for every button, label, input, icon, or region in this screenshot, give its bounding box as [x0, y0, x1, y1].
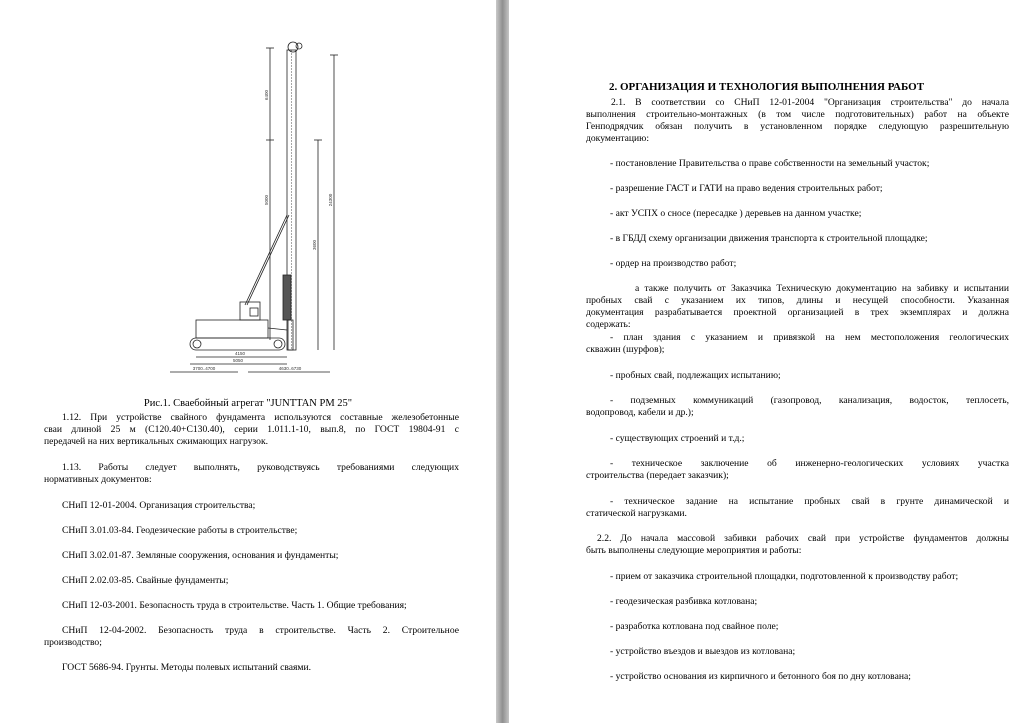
section-heading: 2. ОРГАНИЗАЦИЯ И ТЕХНОЛОГИЯ ВЫПОЛНЕНИЯ РАБОТ [608, 81, 925, 93]
left-page [0, 0, 496, 723]
item-plan-line-2: скважин (шурфов); [586, 344, 665, 355]
dim-4630-6730: 4630..6730 [278, 366, 302, 371]
p113-line-1: 1.13. Работы следует выполнять, руководствуясь требованиями следующих [62, 462, 459, 473]
p22-line-2: быть выполнены следующие мероприятия и работы: [586, 545, 802, 556]
p-also-line-1: а также получить от Заказчика Техническую документацию на забивку и испытании [635, 283, 1009, 294]
right-page [509, 0, 1024, 723]
list2-item-5: - устройство основания из кирпичного и бетонного боя по дну котлована; [610, 671, 911, 682]
list1-item-5: - ордер на производство работ; [610, 258, 737, 269]
item-tech-line-2: строительства (передает заказчик); [586, 470, 729, 481]
p112-line-1: 1.12. При устройстве свайного фундамента используются составные железобетонные [62, 412, 459, 423]
p-also-line-2: пробных свай с указанием их типов, длины и несущей способности. Указанная [586, 295, 1009, 306]
dim-5050: 5050 [232, 358, 244, 363]
item-zadanie-line-1: - техническое задание на испытание пробных свай в грунте динамической и [610, 496, 1009, 507]
item-zadanie-line-2: статической нагрузками. [586, 508, 687, 519]
list2-item-1: - прием от заказчика строительной площадки, подготовленной к производству работ; [610, 571, 959, 582]
dim-3700-4700: 3700..4700 [192, 366, 216, 371]
doc-snip-12-03-2001: СНиП 12-03-2001. Безопасность труда в строительстве. Часть 1. Общие требования; [62, 600, 407, 611]
p112-line-2: сваи длиной 25 м (С120.40+С130.40), серии 1.011.1-10, вып.8, по ГОСТ 19804-91 с [44, 424, 459, 435]
doc-snip-12-04-2002-line-1: СНиП 12-04-2002. Безопасность труда в строительстве. Часть 2. Строительное [62, 625, 459, 636]
doc-snip-2-02-03-85: СНиП 2.02.03-85. Свайные фундаменты; [62, 575, 229, 586]
pile-driver-figure [0, 0, 496, 382]
p112-line-3: передачей на них вертикальных сжимающих нагрузок. [44, 436, 269, 447]
p113-line-2: нормативных документов: [44, 474, 152, 485]
item-probnye: - пробных свай, подлежащих испытанию; [610, 370, 781, 381]
list1-item-1: - постановление Правительства о праве собственности на земельный участок; [610, 158, 930, 169]
figure-caption: Рис.1. Сваебойный агрегат "JUNTTAN PM 25" [143, 397, 353, 409]
list1-item-4: - в ГБДД схему организации движения транспорта к строительной площадке; [610, 233, 928, 244]
item-podzem-line-1: - подземных коммуникаций (газопровод, канализация, водосток, теплосеть, [610, 395, 1009, 406]
list1-item-3: - акт УСПХ о сносе (пересадке ) деревьев на данном участке; [610, 208, 862, 219]
doc-snip-12-04-2002-line-2: производство; [44, 637, 102, 648]
item-tech-line-1: - техническое заключение об инженерно-геологических условиях участка [610, 458, 1009, 469]
list2-item-3: - разработка котлована под свайное поле; [610, 621, 779, 632]
list1-item-2: - разрешение ГАСТ и ГАТИ на право ведения строительных работ; [610, 183, 883, 194]
item-plan-line-1: - план здания с указанием и привязкой на нем местоположения геологических [610, 332, 1009, 343]
p21-line-3: Генподрядчик обязан получить в установленном порядке следующую разрешительную [586, 121, 1009, 132]
dim-24300: 24300 [328, 193, 333, 207]
p21-line-1: 2.1. В соответствии со СНиП 12-01-2004 "Организация строительства" до начала [611, 97, 1009, 108]
doc-snip-12-01-2004: СНиП 12-01-2004. Организация строительства; [62, 500, 256, 511]
list2-item-4: - устройство въездов и выездов из котлована; [610, 646, 796, 657]
p-also-line-3: документация разрабатывается проектной организацией в трех экземплярах и должна [586, 307, 1009, 318]
doc-snip-3-01-03-84: СНиП 3.01.03-84. Геодезические работы в строительстве; [62, 525, 298, 536]
p21-line-4: документацию: [586, 133, 650, 144]
doc-snip-3-02-01-87: СНиП 3.02.01-87. Земляные сооружения, основания и фундаменты; [62, 550, 339, 561]
dim-6400: 6400 [264, 89, 269, 101]
dim-5000: 5000 [264, 194, 269, 206]
page-gutter [496, 0, 509, 723]
p22-line-1: 2.2. До начала массовой забивки рабочих свай при устройстве фундаментов должны [597, 533, 1009, 544]
p21-line-2: выполнения строительно-монтажных (в том числе подготовительных) работ на объекте [586, 109, 1009, 120]
list2-item-2: - геодезическая разбивка котлована; [610, 596, 758, 607]
item-sushch: - существующих строений и т.д.; [610, 433, 745, 444]
dim-3600: 3600 [312, 239, 317, 251]
doc-gost-5686-94: ГОСТ 5686-94. Грунты. Методы полевых испытаний сваями. [62, 662, 312, 673]
dim-4150: 4150 [234, 351, 246, 356]
p-also-line-4: содержать: [586, 319, 631, 330]
item-podzem-line-2: водопровод, кабели и др.); [586, 407, 694, 418]
